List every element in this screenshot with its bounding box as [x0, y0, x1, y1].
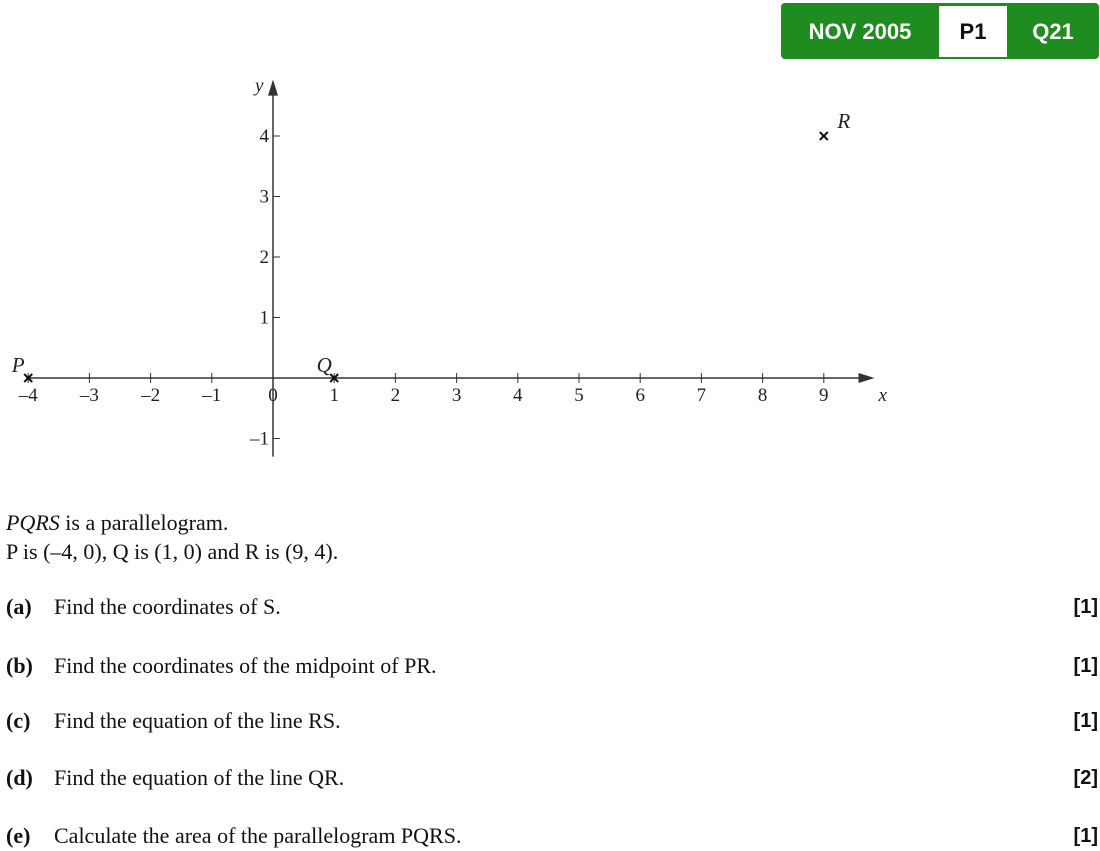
x-tick-label: 5: [574, 385, 584, 406]
x-tick-label: –4: [18, 385, 38, 406]
y-tick-label: 3: [259, 186, 269, 208]
point-label: Q: [316, 353, 332, 377]
y-tick-label: –1: [250, 428, 269, 450]
part-b: [6, 651, 1098, 681]
part-text: Find the coordinates of the midpoint of PR.: [54, 653, 437, 678]
part-label: (d): [6, 765, 33, 790]
x-tick-label: 6: [635, 385, 645, 406]
point-r: [820, 109, 851, 140]
x-tick-label: –3: [79, 385, 99, 406]
part-text: Find the coordinates of S.: [54, 594, 281, 619]
y-tick-label: 4: [259, 126, 269, 147]
x-axis-label: x: [878, 385, 887, 406]
part-text: Calculate the area of the parallelogram PQRS.: [54, 823, 462, 848]
part-marks: [1]: [1073, 825, 1098, 847]
y-axis-label: y: [255, 75, 264, 97]
coordinate-graph: [0, 70, 900, 480]
question-reference-badge: [781, 3, 1099, 59]
part-text: Find the equation of the line RS.: [54, 708, 341, 733]
y-tick-label: 1: [259, 307, 269, 329]
plotted-points: [11, 109, 851, 382]
point-p: [11, 353, 32, 382]
part-label: (b): [6, 653, 33, 678]
part-text: Find the equation of the line QR.: [54, 765, 345, 790]
x-axis-arrow: [859, 373, 875, 383]
y-axis-arrow: [268, 80, 278, 96]
part-marks: [1]: [1073, 596, 1098, 618]
part-a: [6, 592, 1098, 622]
x-tick-label: –2: [141, 385, 161, 406]
parallelogram-name: PQRS: [6, 510, 60, 535]
question-intro: [6, 508, 338, 566]
point-label: R: [837, 109, 851, 133]
intro-line-1-rest: is a parallelogram.: [59, 510, 229, 535]
part-d: [6, 763, 1098, 793]
part-e: [6, 821, 1098, 851]
y-tick-label: 2: [259, 247, 269, 268]
part-marks: [1]: [1073, 710, 1098, 732]
x-tick-label: 7: [696, 385, 707, 406]
x-tick-label: 4: [513, 385, 523, 406]
x-tick-label: 9: [819, 385, 829, 406]
x-tick-label: 2: [390, 385, 401, 406]
point-label: P: [11, 353, 25, 377]
x-tick-label: 0: [268, 385, 278, 406]
part-marks: [2]: [1073, 767, 1098, 789]
x-tick-label: 3: [451, 385, 462, 406]
x-tick-label: 8: [757, 385, 768, 406]
part-label: (e): [6, 823, 31, 848]
part-c: [6, 706, 1098, 736]
part-label: (a): [6, 594, 32, 619]
x-tick-label: –1: [202, 385, 222, 406]
x-tick-label: 1: [329, 385, 339, 406]
part-marks: [1]: [1073, 655, 1098, 677]
intro-line-1: [6, 508, 338, 537]
part-label: (c): [6, 708, 31, 733]
intro-line-2: P is (–4, 0), Q is (1, 0) and R is (9, 4).: [6, 539, 339, 564]
question-number-label: Q21: [1032, 19, 1074, 44]
tick-marks: [18, 126, 829, 450]
exam-session-label: NOV 2005: [808, 19, 912, 44]
paper-number-label: P1: [939, 6, 1007, 57]
